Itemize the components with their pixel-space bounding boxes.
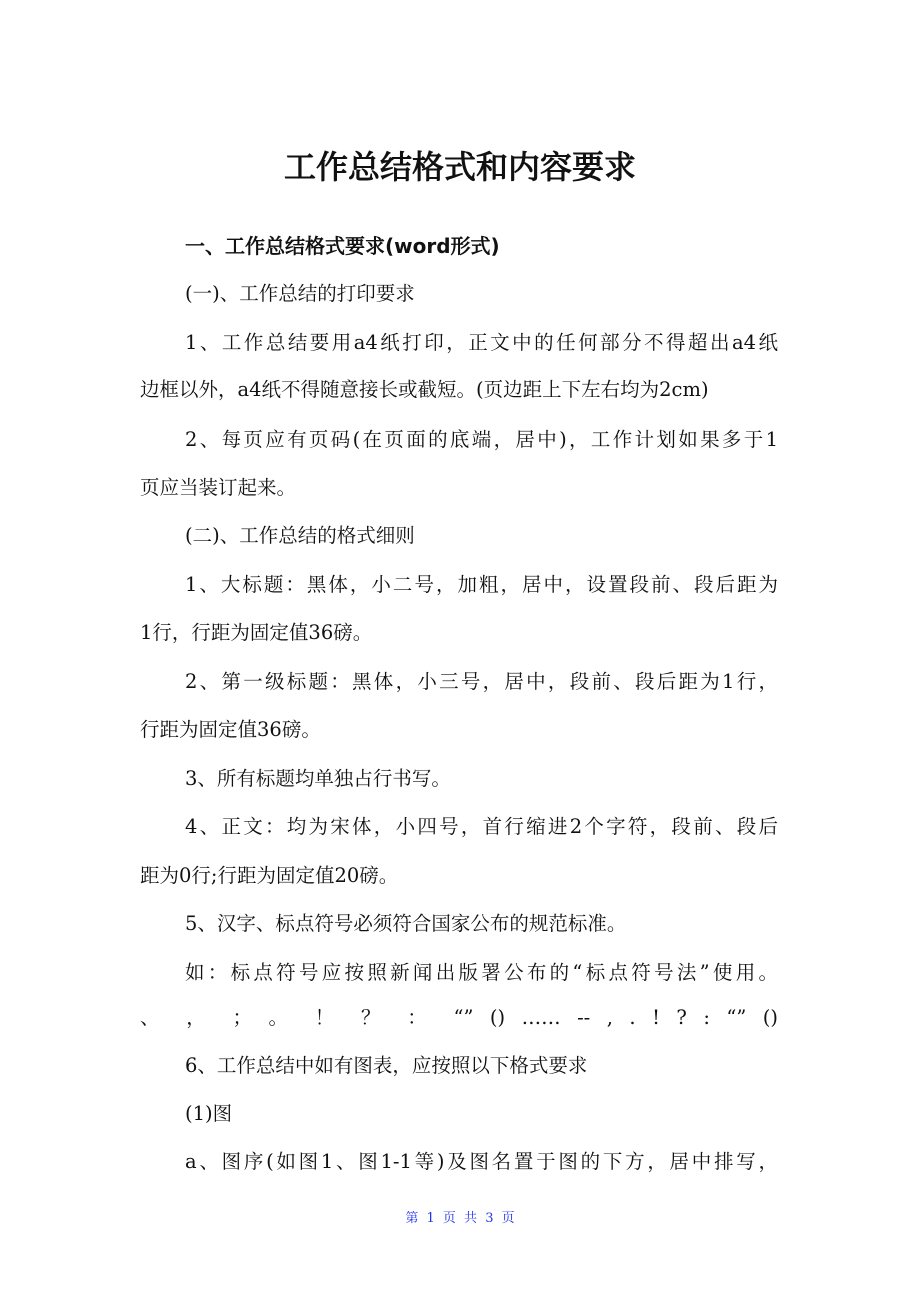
text-line: 2、每页应有页码(在页面的底端，居中)，工作计划如果多于1 (185, 428, 778, 451)
text-line: 5、汉字、标点符号必须符合国家公布的规范标准。 (185, 912, 627, 935)
text-line: (一)、工作总结的打印要求 (185, 282, 415, 305)
text-line: 3、所有标题均单独占行书写。 (185, 767, 451, 790)
text-line: 1、工作总结要用a4纸打印，正文中的任何部分不得超出a4纸 (185, 331, 778, 354)
text-line: 行距为固定值36磅。 (140, 718, 321, 741)
text-line: 页应当装订起来。 (140, 476, 297, 499)
text-line: 2、第一级标题：黑体，小三号，居中，段前、段后距为1行， (185, 670, 778, 693)
text-line: 距为0行;行距为固定值20磅。 (140, 864, 399, 887)
text-line: 6、工作总结中如有图表，应按照以下格式要求 (185, 1054, 588, 1077)
document-title: 工作总结格式和内容要求 (283, 148, 636, 186)
text-line: 4、正文：均为宋体，小四号，首行缩进2个字符，段前、段后 (185, 815, 778, 838)
text-line: a、图序(如图1、图1-1等)及图名置于图的下方，居中排写， (185, 1150, 778, 1173)
text-line: 1、大标题：黑体，小二号，加粗，居中，设置段前、段后距为 (185, 573, 778, 596)
text-line: (1)图 (185, 1102, 233, 1125)
text-line: 、 ， ； 。 ！ ？ ： “” () …… -- , . ! ? : “” () (140, 1006, 778, 1029)
text-line: (二)、工作总结的格式细则 (185, 524, 415, 547)
text-line: 1行，行距为固定值36磅。 (140, 621, 373, 644)
text-line: 边框以外，a4纸不得随意接长或截短。(页边距上下左右均为2cm) (140, 378, 709, 401)
section-heading: 一、工作总结格式要求(word形式) (185, 234, 500, 258)
page-footer: 第 1 页 共 3 页 (405, 1211, 515, 1226)
text-line: 如：标点符号应按照新闻出版署公布的“标点符号法”使用。 (185, 961, 778, 984)
